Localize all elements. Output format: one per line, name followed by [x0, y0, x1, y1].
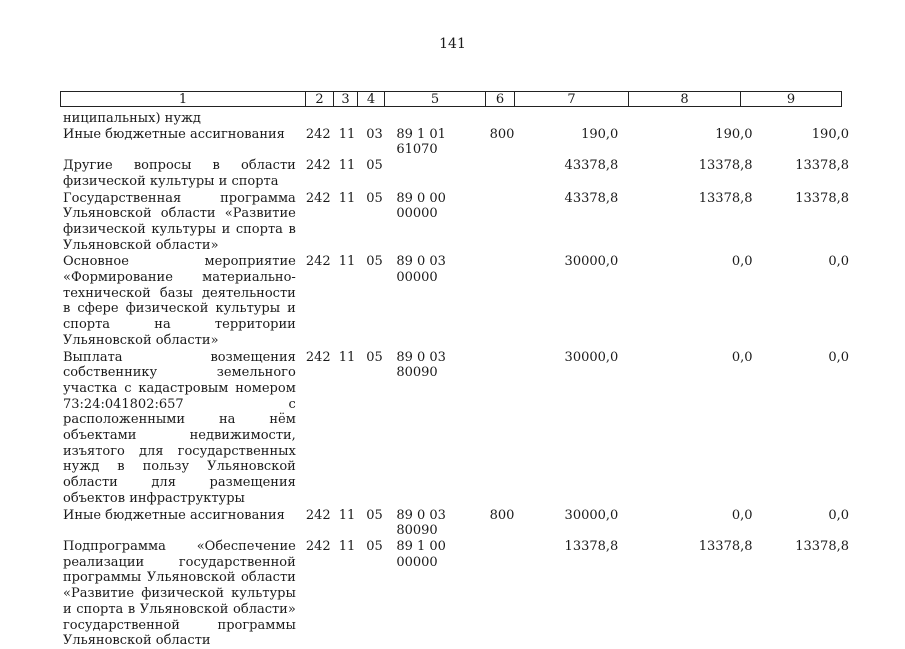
row-amount-1: 43378,8 [564, 158, 619, 174]
row-amount-2: 13378,8 [698, 538, 753, 554]
header-col-2: 2 [306, 92, 334, 106]
row-target-article: 89 0 03 80090 [396, 507, 446, 539]
header-col-6: 6 [486, 92, 515, 106]
row-name: Иные бюджетные ассигнования [63, 126, 285, 142]
row-subsection: 03 [366, 126, 383, 142]
row-section: 11 [338, 158, 356, 174]
row-section: 11 [338, 507, 356, 523]
row-section: 11 [338, 349, 356, 365]
row-amount-1: 190,0 [581, 126, 619, 142]
row-section: 11 [338, 254, 356, 270]
row-name: Иные бюджетные ассигнования [63, 507, 285, 523]
row-amount-2: 13378,8 [698, 158, 753, 174]
table-body [63, 111, 853, 649]
row-subsection: 05 [366, 158, 383, 174]
table-row [63, 127, 853, 158]
row-amount-1: 30000,0 [564, 254, 619, 270]
page-number: 141 [439, 36, 466, 52]
row-name: Выплата возмещения собственнику земельного участка с кадастровым номером 73:24:041802:657 с расположенными на нём объектами недвижимости, изъятого для государственных нужд в пользу Ульяновской области для размещения объектов инфраструктуры [63, 349, 296, 506]
row-target-article: 89 1 00 00000 [396, 538, 446, 570]
row-name: Подпрограмма «Обеспечение реализации государственной программы Ульяновской области «Развитие физической культуры и спорта в Ульяновской области» государственной программы Ульяновской области [63, 538, 296, 649]
row-target-article: 89 0 03 00000 [396, 254, 446, 286]
row-subsection: 05 [366, 190, 383, 206]
row-ministry-code: 242 [305, 126, 331, 142]
row-ministry-code: 242 [305, 190, 331, 206]
table-row [63, 508, 853, 539]
row-name: Основное мероприятие «Формирование материально-технической базы деятельности в сфере физической культуры и спорта на территории Ульяновской области» [63, 254, 296, 348]
row-amount-3: 190,0 [811, 126, 849, 142]
row-amount-2: 0,0 [731, 254, 753, 270]
table-row [63, 158, 853, 189]
row-amount-3: 13378,8 [795, 158, 849, 174]
row-subsection: 05 [366, 349, 383, 365]
table-row [63, 111, 853, 127]
row-expense-type: 800 [489, 126, 515, 142]
row-ministry-code: 242 [305, 254, 331, 270]
row-subsection: 05 [366, 254, 383, 270]
table-header [60, 91, 842, 107]
row-section: 11 [338, 126, 356, 142]
row-subsection: 05 [366, 538, 383, 554]
row-name: Государственная программа Ульяновской области «Развитие физической культуры и спорта в Ульяновской области» [63, 190, 296, 253]
row-amount-1: 30000,0 [564, 507, 619, 523]
row-expense-type: 800 [489, 507, 515, 523]
table-row [63, 191, 853, 254]
row-amount-1: 43378,8 [564, 190, 619, 206]
row-amount-2: 0,0 [731, 349, 753, 365]
row-amount-3: 0,0 [828, 254, 849, 270]
row-ministry-code: 242 [305, 538, 331, 554]
row-target-article: 89 1 01 61070 [396, 126, 446, 158]
row-amount-3: 13378,8 [795, 538, 849, 554]
header-col-8: 8 [629, 92, 741, 106]
row-amount-3: 13378,8 [795, 190, 849, 206]
row-name: Другие вопросы в области физической культуры и спорта [63, 158, 296, 189]
row-amount-3: 0,0 [828, 349, 849, 365]
row-ministry-code: 242 [305, 507, 331, 523]
header-col-5: 5 [385, 92, 486, 106]
row-ministry-code: 242 [305, 349, 331, 365]
row-amount-3: 0,0 [828, 507, 849, 523]
table-row [63, 350, 853, 507]
row-ministry-code: 242 [305, 158, 331, 174]
header-col-1: 1 [61, 92, 306, 106]
row-target-article: 89 0 03 80090 [396, 349, 446, 381]
header-col-4: 4 [358, 92, 385, 106]
row-amount-2: 190,0 [715, 126, 753, 142]
row-target-article: 89 0 00 00000 [396, 190, 446, 222]
header-col-9: 9 [786, 92, 796, 107]
row-amount-2: 0,0 [731, 507, 753, 523]
row-amount-2: 13378,8 [698, 190, 753, 206]
row-section: 11 [338, 538, 356, 554]
header-col-3: 3 [334, 92, 358, 106]
row-amount-1: 13378,8 [564, 538, 619, 554]
row-subsection: 05 [366, 507, 383, 523]
row-amount-1: 30000,0 [564, 349, 619, 365]
table-row [63, 539, 853, 649]
header-col-7: 7 [515, 92, 629, 106]
row-name: ниципальных) нужд [63, 111, 201, 126]
row-section: 11 [338, 190, 356, 206]
table-row [63, 254, 853, 348]
